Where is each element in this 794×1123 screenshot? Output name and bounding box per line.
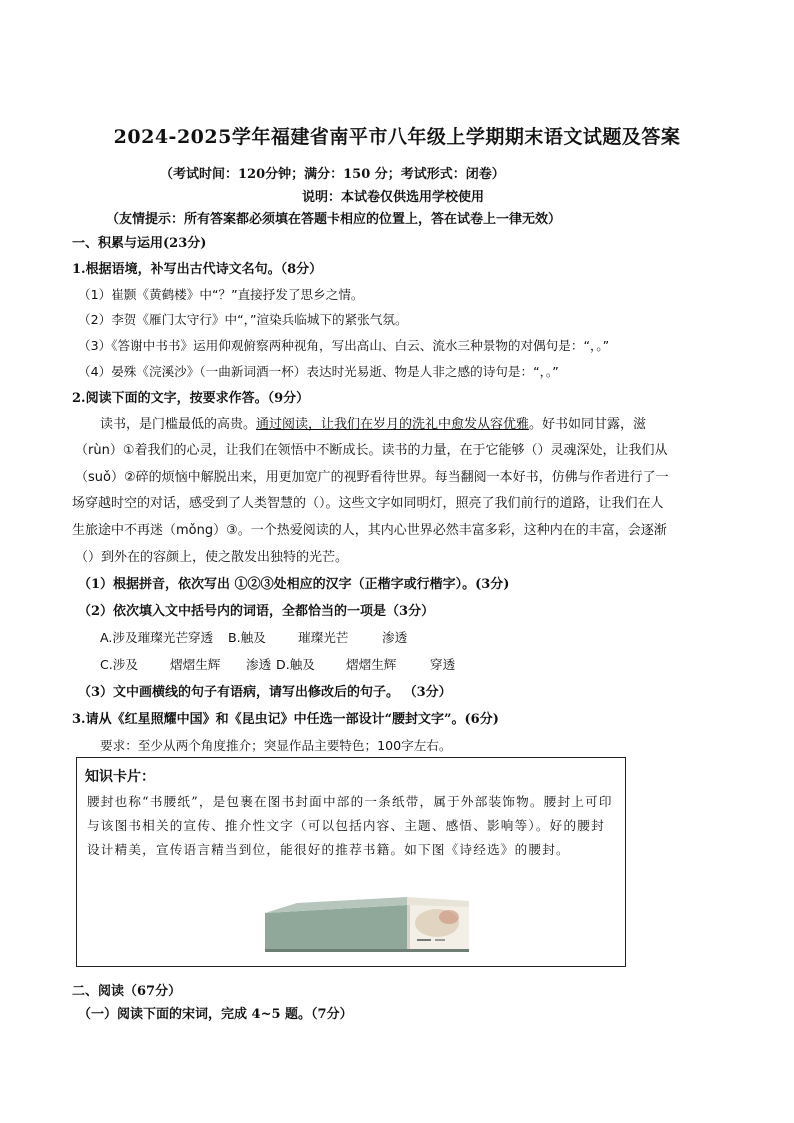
knowledge-card [76, 757, 626, 967]
option-a: A.涉及璀璨光芒穿透 [100, 630, 214, 645]
passage-line-4: 场穿越时空的对话，感受到了人类智慧的（）。这些文字如同明灯，照亮了我们前行的道路，让我们在人 [72, 496, 664, 511]
passage-line-1 [100, 413, 646, 432]
answer-reminder: （友情提示：所有答案都必须填在答题卡相应的位置上，答在试卷上一律无效） [106, 212, 562, 227]
option-d-word-2: 熠熠生辉 [346, 657, 397, 672]
question-2-title: 2.阅读下面的文字，按要求作答。（9分） [72, 391, 310, 406]
option-d: D.触及 [276, 657, 315, 672]
question-1-item-1: （1）崔颢《黄鹤楼》中“？”直接抒发了思乡之情。 [78, 287, 364, 302]
option-b-word-2: 璀璨光芒 [298, 630, 349, 645]
option-d-word-3: 穿透 [430, 657, 456, 672]
option-b: B.触及 [228, 630, 266, 645]
passage-line-2: （rùn）①着我们的心灵，让我们在领悟中不断成长。读书的力量，在于它能够（）灵魂深处，让我们从 [75, 443, 668, 458]
option-b-word-3: 渗透 [382, 630, 408, 645]
underlined-sentence: 通过阅读，让我们在岁月的洗礼中愈发从容优雅 [256, 417, 530, 432]
question-2-sub-2: （2）依次填入文中括号内的词语，全都恰当的一项是（3分） [78, 604, 435, 619]
question-2-sub-1: （1）根据拼音，依次写出 ①②③处相应的汉字（正楷字或行楷字）。(3分) [78, 577, 510, 592]
section-2-heading: 二、阅读（67分） [72, 984, 182, 999]
passage-line-6: （）到外在的容颜上，使之散发出独特的光芒。 [75, 550, 349, 565]
exam-info: （考试时间：120分钟；满分：150 分；考试形式：闭卷） [160, 167, 505, 182]
question-1-item-3: （3）《答谢中书书》运用仰观俯察两种视角，写出高山、白云、流水三种景物的对偶句是：“，。” [78, 338, 610, 353]
option-c: C.涉及 [100, 657, 138, 672]
passage-line-5: 生旅途中不再迷（mǒng）③。一个热爱阅读的人，其内心世界必然丰富多彩，这种内在的丰富，会逐渐 [72, 523, 667, 538]
passage-line-3: （suǒ）②碎的烦恼中解脱出来，用更加宽广的视野看待世界。每当翻阅一本好书，仿佛与作者进行了一 [75, 470, 669, 485]
question-1-title: 1.根据语境，补写出古代诗文名句。（8分） [72, 262, 323, 277]
section-2-sub-heading: （一）阅读下面的宋词，完成 4~5 题。（7分） [78, 1007, 353, 1022]
page-title: 2024-2025学年福建省南平市八年级上学期期末语文试题及答案 [113, 126, 681, 148]
option-c-word-2: 熠熠生辉 [170, 657, 221, 672]
knowledge-card-title: 知识卡片： [85, 769, 155, 785]
question-1-item-2: （2）李贺《雁门太守行》中“，”渲染兵临城下的紧张气氛。 [78, 312, 408, 327]
passage-text: 。好书如同甘露，滋 [529, 417, 647, 432]
section-1-heading: 一、积累与运用(23分) [72, 236, 207, 251]
passage-text: 读书，是门槛最低的高贵。 [100, 417, 257, 432]
book-cover-image [257, 893, 477, 955]
question-3-title: 3.请从《红星照耀中国》和《昆虫记》中任选一部设计“腰封文字”。(6分) [72, 712, 499, 727]
question-1-item-4: （4）晏殊《浣溪沙》（一曲新词酒一杯）表达时光易逝、物是人非之感的诗句是：“，。” [78, 364, 559, 379]
usage-note: 说明：本试卷仅供选用学校使用 [302, 190, 485, 205]
question-3-requirement: 要求：至少从两个角度推介；突显作品主要特色；100字左右。 [100, 738, 452, 753]
option-c-word-3: 渗透 [246, 657, 272, 672]
knowledge-card-text: 腰封也称“书腰纸”，是包裹在图书封面中部的一条纸带，属于外部装饰物。腰封上可印与该图书相关的宣传、推介性文字（可以包括内容、主题、感悟、影响等）。好的腰封设计精美，宣传语言精当到位，能很好的推荐书籍。如下图《诗经选》的腰封。 [87, 794, 613, 857]
question-2-sub-3: （3）文中画横线的句子有语病，请写出修改后的句子。 （3分） [78, 685, 452, 700]
